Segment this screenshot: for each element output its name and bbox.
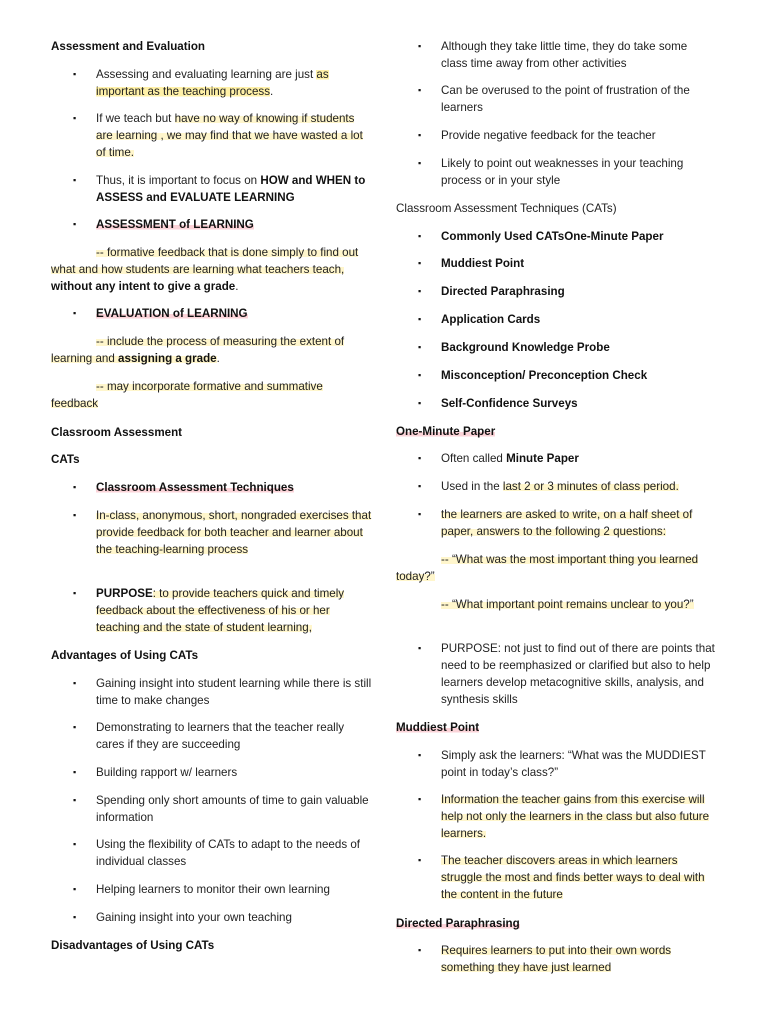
directed-bullet: ▪ Requires learners to put into their own words something they have just learned [441,942,716,976]
advantage-item: ▪ Spending only short amounts of time to gain valuable information [96,792,373,826]
bullet-assessment-of-learning: ▪ ASSESSMENT of LEARNING [96,216,373,233]
disadvantage-item: ▪ Likely to point out weaknesses in your teaching process or in your style [441,155,716,189]
heading-advantages: Advantages of Using CATs [51,649,199,662]
bullet-purpose: ▪ PURPOSE: to provide teachers quick and timely feedback about the effectiveness of his or her teaching and the state of student learning, [96,585,373,636]
advantage-item: ▪ Building rapport w/ learners [96,764,373,781]
cats-list-item: ▪ Directed Paraphrasing [441,283,716,300]
muddiest-bullet: ▪ The teacher discovers areas in which learners struggle the most and finds better ways to deal with the content in the future [441,852,716,903]
heading-assessment-evaluation: Assessment and Evaluation [51,40,205,53]
heading-one-minute-paper: One-Minute Paper [396,425,496,438]
advantage-item: ▪ Gaining insight into student learning while there is still time to make changes [96,675,373,709]
question-2: -- “What important point remains unclear to you?” [441,598,694,611]
cats-list-item: ▪ Misconception/ Preconception Check [441,367,716,384]
formative-feedback-text: -- formative feedback that is done simply to find out what and how students are learning what teachers teach, without any intent to give a grade. [51,246,359,293]
cats-list-item: ▪ Background Knowledge Probe [441,339,716,356]
heading-cats: CATs [51,453,80,466]
disadvantage-item: ▪ Can be overused to the point of frustration of the learners [441,82,716,116]
disadvantage-item: ▪ Although they take little time, they do take some class time away from other activities [441,38,716,72]
bullet-thus-important: ▪ Thus, it is important to focus on HOW and WHEN to ASSESS and EVALUATE LEARNING [96,172,373,206]
one-minute-bullet: ▪ the learners are asked to write, on a half sheet of paper, answers to the following 2 questions: [441,506,716,540]
disadvantage-item: ▪ Provide negative feedback for the teacher [441,127,716,144]
cats-list-item: ▪ Application Cards [441,311,716,328]
bullet-as-important: ▪ Assessing and evaluating learning are just as important as the teaching process. [96,66,373,100]
one-minute-purpose: ▪ PURPOSE: not just to find out of there are points that need to be reemphasized or clarified but also to help learners develop metacognitive skills, analysis, and synthesis skills [441,640,716,708]
cats-list-item: ▪ Commonly Used CATsOne-Minute Paper [441,228,716,245]
heading-directed-paraphrasing: Directed Paraphrasing [396,917,520,930]
muddiest-bullet: ▪ Simply ask the learners: “What was the MUDDIEST point in today’s class?” [441,747,716,781]
advantage-item: ▪ Gaining insight into your own teaching [96,909,373,926]
cats-list-item: ▪ Muddiest Point [441,255,716,272]
bullet-in-class-exercises: ▪ In-class, anonymous, short, nongraded exercises that provide feedback for both teacher and learner about the teaching-learning process [96,507,373,558]
advantage-item: ▪ Helping learners to monitor their own learning [96,881,373,898]
advantage-item: ▪ Demonstrating to learners that the teacher really cares if they are succeeding [96,719,373,753]
cats-list-item: ▪ Self-Confidence Surveys [441,395,716,412]
one-minute-bullet: ▪ Often called Minute Paper [441,450,716,467]
muddiest-bullet: ▪ Information the teacher gains from this exercise will help not only the learners in the class but also future learners. [441,791,716,842]
question-1: -- “What was the most important thing you learned today?” [396,553,699,583]
heading-disadvantages: Disadvantages of Using CATs [51,939,215,952]
bullet-evaluation-of-learning: ▪ EVALUATION of LEARNING [96,305,373,322]
heading-muddiest-point: Muddiest Point [396,721,480,734]
may-incorporate-text: -- may incorporate formative and summative feedback [51,380,323,410]
bullet-if-we-teach: ▪ If we teach but have no way of knowing if students are learning , we may find that we have wasted a lot of time. [96,110,373,161]
include-process-text: -- include the process of measuring the extent of learning and assigning a grade. [51,335,345,365]
advantage-item: ▪ Using the flexibility of CATs to adapt to the needs of individual classes [96,836,373,870]
heading-classroom-assessment: Classroom Assessment [51,426,183,439]
one-minute-bullet: ▪ Used in the last 2 or 3 minutes of class period. [441,478,716,495]
bullet-classroom-assessment-techniques: ▪ Classroom Assessment Techniques [96,479,373,496]
heading-cats-list: Classroom Assessment Techniques (CATs) [396,202,617,215]
